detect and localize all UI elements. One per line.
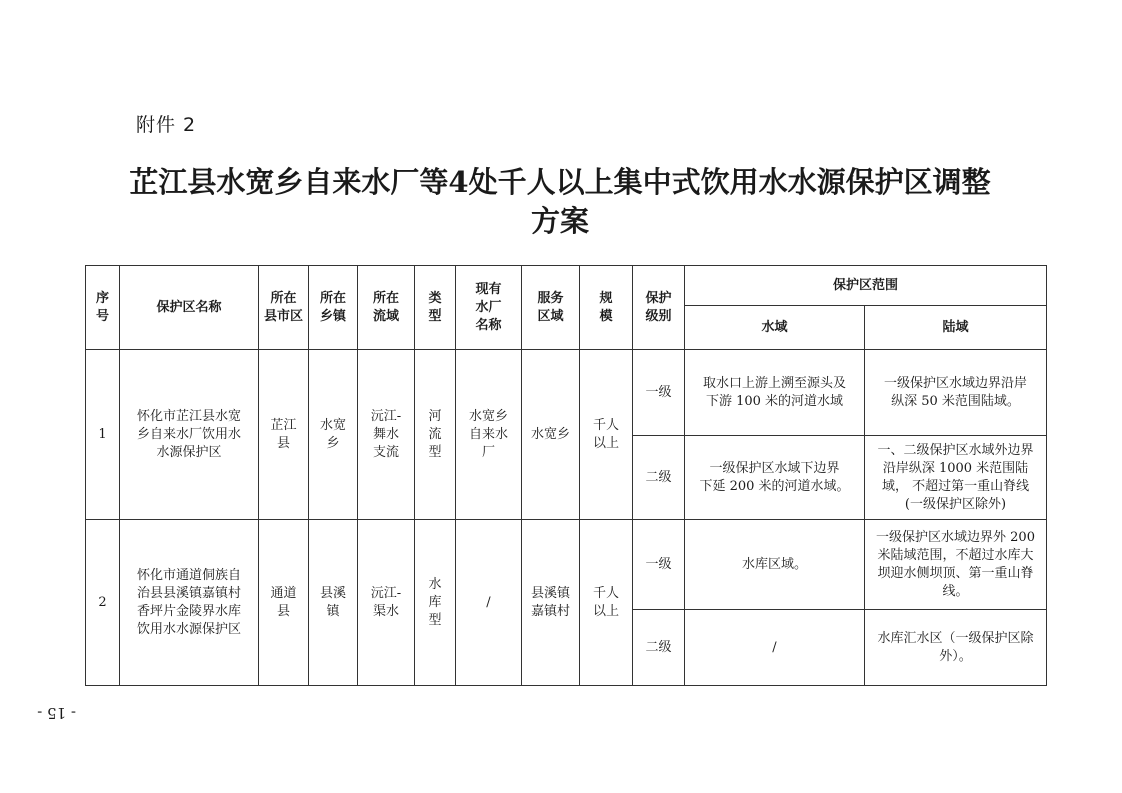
cell-scale: 千人 以上 <box>580 520 633 686</box>
cell-plant: 水宽乡 自来水 厂 <box>456 350 522 520</box>
cell-land: 一级保护区水域边界沿岸 纵深 50 米范围陆域。 <box>865 350 1047 436</box>
cell-level: 二级 <box>633 436 685 520</box>
table-row <box>86 350 1047 436</box>
cell-land: 一级保护区水域边界外 200 米陆域范围，不超过水库大 坝迎水侧坝顶、第一重山脊 线。 <box>865 520 1047 610</box>
header-water: 水域 <box>685 306 865 350</box>
header-basin: 所在 流域 <box>358 266 415 350</box>
header-range: 保护区范围 <box>685 266 1047 306</box>
document-title: 芷江县水宽乡自来水厂等4处千人以上集中式饮用水水源保护区调整 <box>129 165 991 199</box>
page-number: - 15 - <box>37 704 77 722</box>
cell-county: 通道 县 <box>259 520 309 686</box>
cell-plant: / <box>456 520 522 686</box>
header-service: 服务 区域 <box>522 266 580 350</box>
header-type: 类 型 <box>415 266 456 350</box>
cell-county: 芷江 县 <box>259 350 309 520</box>
cell-level: 一级 <box>633 520 685 610</box>
cell-town: 县溪 镇 <box>309 520 358 686</box>
cell-service: 水宽乡 <box>522 350 580 520</box>
protection-zone-table <box>85 265 1047 686</box>
cell-basin: 沅江- 渠水 <box>358 520 415 686</box>
cell-index: 2 <box>86 520 120 686</box>
header-level: 保护 级别 <box>633 266 685 350</box>
header-land: 陆域 <box>865 306 1047 350</box>
cell-land: 水库汇水区（一级保护区除 外）。 <box>865 610 1047 686</box>
cell-level: 二级 <box>633 610 685 686</box>
header-town: 所在 乡镇 <box>309 266 358 350</box>
cell-name: 怀化市通道侗族自 治县县溪镇嘉镇村 香坪片金陵界水库 饮用水水源保护区 <box>120 520 259 686</box>
attachment-label: 附件 2 <box>136 114 197 136</box>
header-county: 所在 县市区 <box>259 266 309 350</box>
cell-water: 取水口上游上溯至源头及 下游 100 米的河道水域 <box>685 350 865 436</box>
cell-type: 水 库 型 <box>415 520 456 686</box>
cell-type: 河 流 型 <box>415 350 456 520</box>
cell-land: 一、二级保护区水域外边界 沿岸纵深 1000 米范围陆 域， 不超过第一重山脊线 (一级保护区除外) <box>865 436 1047 520</box>
header-index: 序 号 <box>86 266 120 350</box>
header-plant: 现有 水厂 名称 <box>456 266 522 350</box>
cell-level: 一级 <box>633 350 685 436</box>
cell-water: 水库区域。 <box>685 520 865 610</box>
cell-scale: 千人 以上 <box>580 350 633 520</box>
cell-name: 怀化市芷江县水宽 乡自来水厂饮用水 水源保护区 <box>120 350 259 520</box>
cell-index: 1 <box>86 350 120 520</box>
cell-service: 县溪镇 嘉镇村 <box>522 520 580 686</box>
cell-water: / <box>685 610 865 686</box>
cell-town: 水宽 乡 <box>309 350 358 520</box>
table-row <box>86 520 1047 610</box>
cell-water: 一级保护区水域下边界 下延 200 米的河道水域。 <box>685 436 865 520</box>
document-title-line2: 方案 <box>530 204 589 238</box>
header-name: 保护区名称 <box>120 266 259 350</box>
table-header-row <box>86 266 1047 306</box>
cell-basin: 沅江- 舞水 支流 <box>358 350 415 520</box>
header-scale: 规 模 <box>580 266 633 350</box>
